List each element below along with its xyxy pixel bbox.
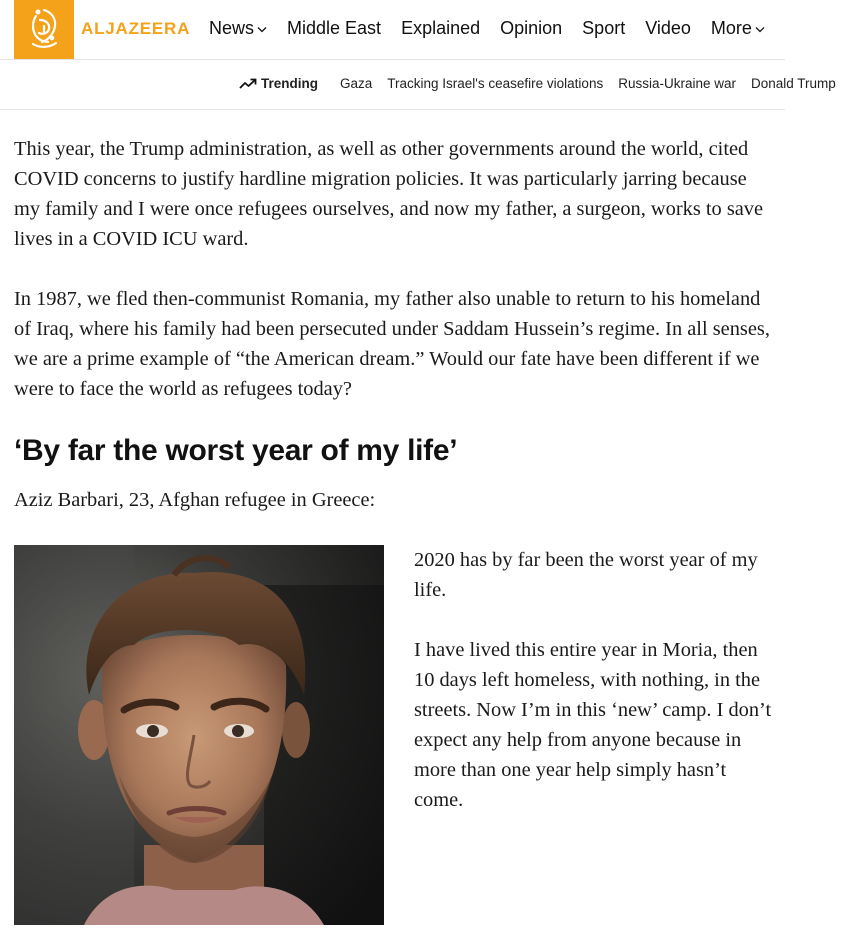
nav-item-label: Explained (401, 18, 481, 38)
nav-item-sport[interactable] (582, 18, 625, 39)
nav-item-explained[interactable] (401, 18, 480, 39)
main-nav (209, 18, 785, 39)
trending-links (340, 76, 851, 91)
quote-paragraph: I have lived this entire year in Moria, then 10 days left homeless, with nothing, in the streets. Now I’m in this ‘new’ camp. I don’t expect any help from anyone because in more than one year help simply hasn’t come. (414, 639, 772, 811)
nav-item-label: Middle East (287, 18, 382, 38)
article-paragraph: This year, the Trump administration, as well as other governments around the world, cited COVID concerns to justify hardline migration policies. It was particularly jarring because my family and I were once refugees ourselves, and now my father, a surgeon, works to save lives in a COVID ICU ward. (14, 138, 764, 250)
trending-link-gaza[interactable]: Gaza (340, 76, 373, 91)
nav-item-label: Video (645, 18, 691, 38)
nav-item-opinion[interactable] (500, 18, 562, 39)
calligraphy-logo-icon (24, 6, 64, 52)
section-heading: ‘By far the worst year of my life’ (14, 434, 458, 467)
site-header (0, 0, 785, 60)
aljazeera-logo[interactable] (14, 0, 74, 59)
trending-link-russia-ukraine[interactable]: Russia-Ukraine war (618, 76, 736, 91)
trending-link-ceasefire[interactable]: Tracking Israel's ceasefire violations (387, 76, 604, 91)
trending-bar (0, 60, 836, 110)
chevron-down-icon (755, 26, 765, 33)
article-paragraph: In 1987, we fled then-communist Romania, my father also unable to return to his homeland of Iraq, where his family had been persecuted under Saddam Hussein’s regime. In all senses, we are a prime example of “the American dream.” Would our fate have been different if we were to face the world as refugees today? (14, 288, 770, 400)
trending-up-icon (239, 78, 257, 90)
nav-item-news[interactable] (209, 18, 267, 39)
logo-wordmark[interactable]: ALJAZEERA (81, 19, 191, 38)
nav-item-label: News (209, 18, 255, 38)
refugee-quote (414, 545, 776, 845)
nav-item-video[interactable] (645, 18, 691, 39)
nav-item-middle-east[interactable] (287, 18, 381, 39)
nav-item-more[interactable] (711, 18, 765, 39)
quote-attribution: Aziz Barbari, 23, Afghan refugee in Greece: (14, 489, 376, 511)
quote-paragraph: 2020 has by far been the worst year of my life. (414, 549, 758, 601)
chevron-down-icon (257, 26, 267, 33)
trending-label-text: Trending (261, 76, 318, 91)
portrait-illustration (14, 545, 384, 925)
trending-link-donald-trump[interactable]: Donald Trump (751, 76, 836, 91)
portrait-photo (14, 545, 384, 925)
nav-item-label: Opinion (500, 18, 563, 38)
nav-item-label: Sport (582, 18, 626, 38)
nav-item-label: More (710, 18, 752, 38)
trending-label (239, 76, 318, 91)
